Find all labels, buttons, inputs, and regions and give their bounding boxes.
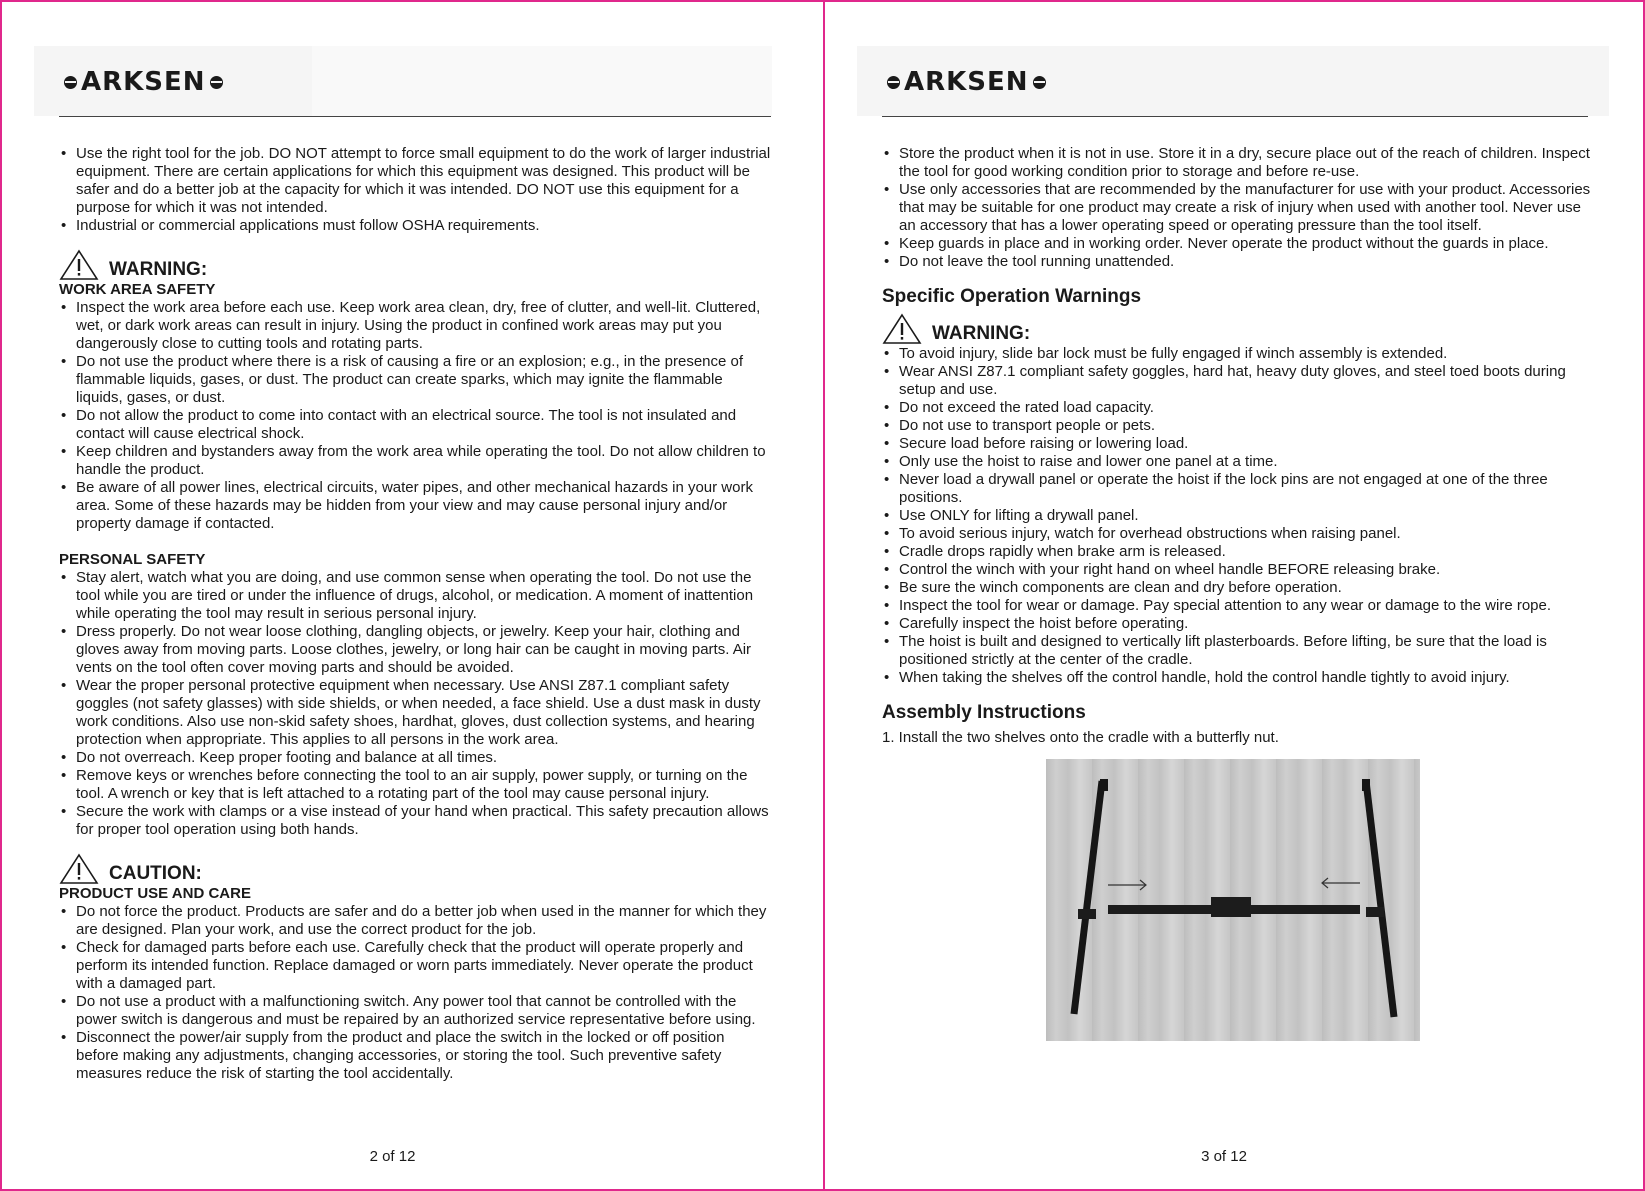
list-item: • Do not allow the product to come into contact with an electrical source. The tool is not insulated and contact will cause electrical shock. [59, 407, 771, 443]
storage-list [882, 145, 1592, 271]
product-care-list [59, 903, 771, 1083]
list-item: • Disconnect the power/air supply from the product and place the switch in the locked or off position before making any adjustments, changing accessories, or storing the tool. Such preventive safety measures reduce the risk of starting the tool accidentally. [59, 1029, 771, 1083]
specific-warnings-title: Specific Operation Warnings [882, 286, 1142, 307]
list-item: • To avoid injury, slide bar lock must be fully engaged if winch assembly is extended. [882, 345, 1592, 363]
list-item: • Store the product when it is not in use. Store it in a dry, secure place out of the reach of children. Inspect the tool for good working condition prior to storage and before re-use. [882, 145, 1592, 181]
list-item: • Industrial or commercial applications must follow OSHA requirements. [59, 217, 771, 235]
logo-dot-icon [887, 76, 900, 89]
work-area-title: WORK AREA SAFETY [59, 281, 216, 298]
list-item: • Do not force the product. Products are safer and do a better job when used in the manner for which they are designed. Plan your work, and use the correct product for the job. [59, 903, 771, 939]
list-item: • Wear ANSI Z87.1 compliant safety goggles, hard hat, heavy duty gloves, and steel toed boots during setup and use. [882, 363, 1592, 399]
work-area-list [59, 299, 771, 533]
list-item: • Be sure the winch components are clean and dry before operation. [882, 579, 1592, 597]
list-item: • Stay alert, watch what you are doing, and use common sense when operating the tool. Do not use the tool while you are tired or under the influence of drugs, alcohol, or medication. A moment of inattention while operating the tool may result in serious personal injury. [59, 569, 771, 623]
logo-dot-icon [210, 76, 223, 89]
list-item: • When taking the shelves off the control handle, hold the control handle tightly to avoid injury. [882, 669, 1592, 687]
header-band [857, 46, 1609, 116]
caution-heading [59, 853, 771, 885]
list-item: • Cradle drops rapidly when brake arm is released. [882, 543, 1592, 561]
list-item: • To avoid serious injury, watch for overhead obstructions when raising panel. [882, 525, 1592, 543]
operation-warning-list [882, 345, 1592, 687]
brand-name: ARKSEN [904, 67, 1029, 97]
logo-dot-icon [64, 76, 77, 89]
personal-safety-title: PERSONAL SAFETY [59, 551, 206, 568]
warning-heading [882, 313, 1592, 345]
list-item: • Dress properly. Do not wear loose clothing, dangling objects, or jewelry. Keep your hair, clothing and gloves away from moving parts. Loose clothes, jewelry, or long hair can be caught in moving parts. Air vents on the tool often cover moving parts and should be avoided. [59, 623, 771, 677]
logo-dot-icon [1033, 76, 1046, 89]
caution-label: CAUTION: [109, 863, 202, 884]
list-item: • Keep children and bystanders away from the work area while operating the tool. Do not allow children to handle the product. [59, 443, 771, 479]
caution-triangle-icon [59, 853, 99, 885]
list-item: • Do not leave the tool running unattended. [882, 253, 1592, 271]
list-item: • Wear the proper personal protective equipment when necessary. Use ANSI Z87.1 compliant safety goggles (not safety glasses) with side shields, or when needed, a face shield. Use a dust mask in dusty work conditions. Also use non-skid safety shoes, hardhat, gloves, dust collection systems, and hearing protection when appropriate. This applies to all persons in the work area. [59, 677, 771, 749]
header-band [34, 46, 312, 116]
warning-label: WARNING: [109, 259, 208, 280]
personal-safety-list [59, 569, 771, 839]
list-item: • Only use the hoist to raise and lower one panel at a time. [882, 453, 1592, 471]
header-divider [882, 116, 1588, 117]
list-item: • Inspect the tool for wear or damage. Pay special attention to any wear or damage to the wire rope. [882, 597, 1592, 615]
header-divider [59, 116, 771, 117]
cradle-shelves-image [1046, 759, 1420, 1041]
warning-triangle-icon [882, 313, 922, 345]
list-item: • Secure load before raising or lowering load. [882, 435, 1592, 453]
list-item: • Be aware of all power lines, electrical circuits, water pipes, and other mechanical hazards in your work area. Some of these hazards may be hidden from your view and may cause personal injury and/or property damage if contacted. [59, 479, 771, 533]
header-band-right [312, 46, 772, 116]
list-item: • Use only accessories that are recommended by the manufacturer for use with your product. Accessories that may be suitable for one product may create a risk of injury when used with another tool. Never use an accessory that has a lower operating speed or operating pressure than the tool itself. [882, 181, 1592, 235]
list-item: • Do not exceed the rated load capacity. [882, 399, 1592, 417]
warning-triangle-icon [59, 249, 99, 281]
list-item: • Inspect the work area before each use. Keep work area clean, dry, free of clutter, and well-lit. Cluttered, wet, or dark work areas can result in injury. Using the product in confined work areas may put you dangerously close to cutting tools and rotating parts. [59, 299, 771, 353]
brand-name: ARKSEN [81, 67, 206, 97]
warning-heading [59, 249, 771, 281]
page-number: 2 of 12 [369, 1148, 416, 1165]
list-item: • Keep guards in place and in working order. Never operate the product without the guards in place. [882, 235, 1592, 253]
product-care-title: PRODUCT USE AND CARE [59, 885, 251, 902]
list-item: • Do not use a product with a malfunctioning switch. Any power tool that cannot be controlled with the power switch is dangerous and must be repaired by an authorized service representative before using. [59, 993, 771, 1029]
list-item: • Use ONLY for lifting a drywall panel. [882, 507, 1592, 525]
brand-logo [887, 66, 1046, 98]
brand-logo [64, 66, 223, 98]
intro-list [59, 145, 771, 235]
list-item: • Use the right tool for the job. DO NOT attempt to force small equipment to do the work of larger industrial equipment. There are certain applications for which this equipment was designed. This product will be safer and do a better job at the capacity for which it was intended. DO NOT use this equipment for a purpose for which it was not intended. [59, 145, 771, 217]
page-content [882, 145, 1592, 1041]
list-item: • Do not use to transport people or pets. [882, 417, 1592, 435]
assembly-title: Assembly Instructions [882, 702, 1086, 723]
list-item: • Do not use the product where there is a risk of causing a fire or an explosion; e.g., in the presence of flammable liquids, gases, or dust. The product can create sparks, which may ignite the flammable liquids, gases, or dust. [59, 353, 771, 407]
page-number: 3 of 12 [1201, 1148, 1247, 1165]
list-item: • Carefully inspect the hoist before operating. [882, 615, 1592, 633]
list-item: • The hoist is built and designed to vertically lift plasterboards. Before lifting, be sure that the load is positioned strictly at the center of the cradle. [882, 633, 1592, 669]
list-item: • Do not overreach. Keep proper footing and balance at all times. [59, 749, 771, 767]
list-item: • Check for damaged parts before each use. Carefully check that the product will operate properly and perform its intended function. Replace damaged or worn parts immediately. Never operate the product with a damaged part. [59, 939, 771, 993]
assembly-step-1: 1. Install the two shelves onto the cradle with a butterfly nut. [882, 729, 1279, 746]
list-item: • Secure the work with clamps or a vise instead of your hand when practical. This safety precaution allows for proper tool operation using both hands. [59, 803, 771, 839]
list-item: • Never load a drywall panel or operate the hoist if the lock pins are not engaged at one of the three positions. [882, 471, 1592, 507]
manual-page-right [823, 0, 1645, 1191]
list-item: • Remove keys or wrenches before connecting the tool to an air supply, power supply, or turning on the tool. A wrench or key that is left attached to a rotating part of the tool may cause personal injury. [59, 767, 771, 803]
page-content [59, 145, 771, 1083]
assembly-photo [1046, 759, 1420, 1041]
list-item: • Control the winch with your right hand on wheel handle BEFORE releasing brake. [882, 561, 1592, 579]
warning-label: WARNING: [932, 323, 1031, 344]
